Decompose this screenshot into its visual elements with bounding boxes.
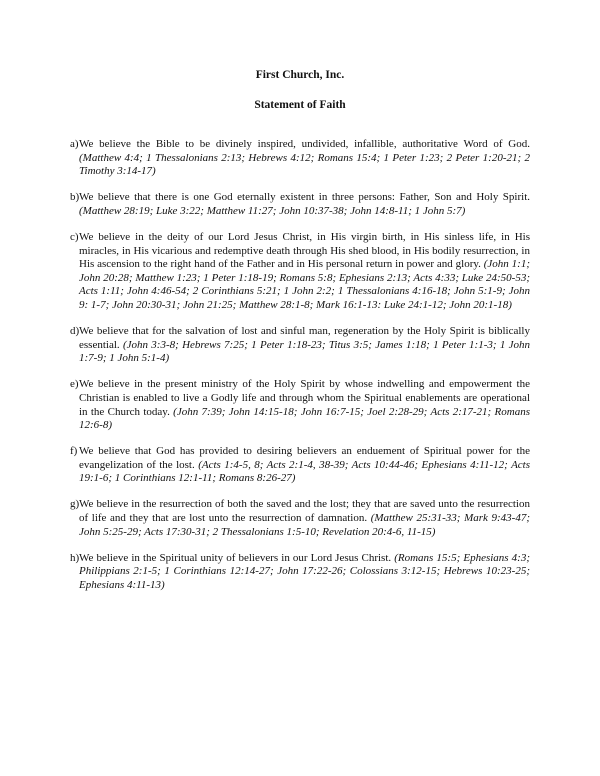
item-scripture-refs: (Matthew 4:4; 1 Thessalonians 2:13; Hebrews 4:12; Romans 15:4; 1 Peter 1:23; 2 Peter 1:20-21; 2 Timothy 3:14-17) <box>79 151 530 178</box>
item-text: We believe in the present ministry of the Holy Spirit by whose indwelling and empowerment the Christian is enabled to live a Godly life and through whom the Spiritual enablements are operational in the Church today. <box>79 378 530 418</box>
item-text: We believe the Bible to be divinely inspired, undivided, infallible, authoritative Word of God. <box>79 138 530 150</box>
item-scripture-refs: (John 1:1; John 20:28; Matthew 1:23; 1 Peter 1:18-19; Romans 5:8; Ephesians 2:13; Acts 4:33; Luke 24:50-53; Acts 1:11; John 4:46-54; 2 Corinthians 5:21; 1 John 2:2; 1 Thessalonians 4:16-18; John 5:1-9; John 9: 1-7; John 20:30-31; John 21:25; Matthew 28:1-8; Mark 16:1-13: Luke 24:1-12; John 20:1-18) <box>79 258 530 311</box>
statement-item-g <box>70 498 530 539</box>
item-text: We believe that there is one God eternally existent in three persons: Father, Son and Holy Spirit. <box>79 191 530 204</box>
item-marker: d) <box>70 325 80 338</box>
statement-item-f <box>70 445 530 486</box>
statement-item-e <box>70 378 530 432</box>
item-body <box>79 498 530 539</box>
item-marker: c) <box>70 230 79 243</box>
statement-item-b <box>70 191 530 218</box>
item-marker: a) <box>70 138 79 150</box>
item-text: We believe in the deity of our Lord Jesus Christ, in His virgin birth, in His sinless life, in His miracles, in His vicarious and redemptive death through His shed blood, in His bodily resurrection, in His ascension to the right hand of the Father and in His personal return in power and glory. <box>79 230 530 271</box>
item-text: We believe that God has provided to desiring believers an enduement of Spiritual power for the evangelization of the lost. <box>79 445 530 471</box>
item-scripture-refs: (Romans 15:5; Ephesians 4:3; Philippians 2:1-5; 1 Corinthians 12:14-27; John 17:22-26; Colossians 3:12-15; Hebrews 10:23-25; Ephesians 4:11-13) <box>79 551 530 591</box>
item-scripture-refs: (Acts 1:4-5, 8; Acts 2:1-4, 38-39; Acts 10:44-46; Ephesians 4:11-12; Acts 19:1-6; 1 Corinthians 12:1-11; Romans 8:26-27) <box>79 458 531 485</box>
item-scripture-refs: (Matthew 25:31-33; Mark 9:43-47; John 5:25-29; Acts 17:30-31; 2 Thessalonians 1:5-10; Revelation 20:4-6, 11-15) <box>79 512 531 538</box>
item-scripture-refs: (Matthew 28:19; Luke 3:22; Matthew 11:27; John 10:37-38; John 14:8-11; 1 John 5:7) <box>79 204 466 217</box>
item-body <box>79 191 530 218</box>
statement-item-d <box>70 325 530 366</box>
statement-item-h <box>70 552 530 593</box>
item-body <box>79 552 530 593</box>
item-marker: g) <box>70 498 80 511</box>
item-body <box>79 325 530 366</box>
item-scripture-refs: (John 7:39; John 14:15-18; John 16:7-15; Joel 2:28-29; Acts 2:17-21; Romans 12:6-8) <box>79 405 530 432</box>
item-body <box>79 231 530 313</box>
item-text: We believe in the Spiritual unity of believers in our Lord Jesus Christ. <box>79 551 392 564</box>
statement-item-a <box>70 138 530 179</box>
item-marker: h) <box>70 551 80 564</box>
item-marker: f) <box>70 445 78 458</box>
document-title: Statement of Faith <box>254 99 346 111</box>
item-marker: e) <box>70 378 79 391</box>
item-marker: b) <box>70 191 80 204</box>
item-body <box>79 378 530 432</box>
item-scripture-refs: (John 3:3-8; Hebrews 7:25; 1 Peter 1:18-23; Titus 3:5; James 1:18; 1 Peter 1:1-3; 1 John 1:7-9; 1 John 5:1-4) <box>79 338 530 365</box>
item-body <box>79 138 530 179</box>
item-text: We believe in the resurrection of both the saved and the lost; they that are saved unto the resurrection of life and they that are lost unto the resurrection of damnation. <box>79 498 530 525</box>
statement-item-c <box>70 231 530 313</box>
item-text: We believe that for the salvation of lost and sinful man, regeneration by the Holy Spirit is biblically essential. <box>79 325 530 351</box>
item-body <box>79 445 530 486</box>
organization-name: First Church, Inc. <box>255 69 345 81</box>
statement-list <box>70 138 530 605</box>
